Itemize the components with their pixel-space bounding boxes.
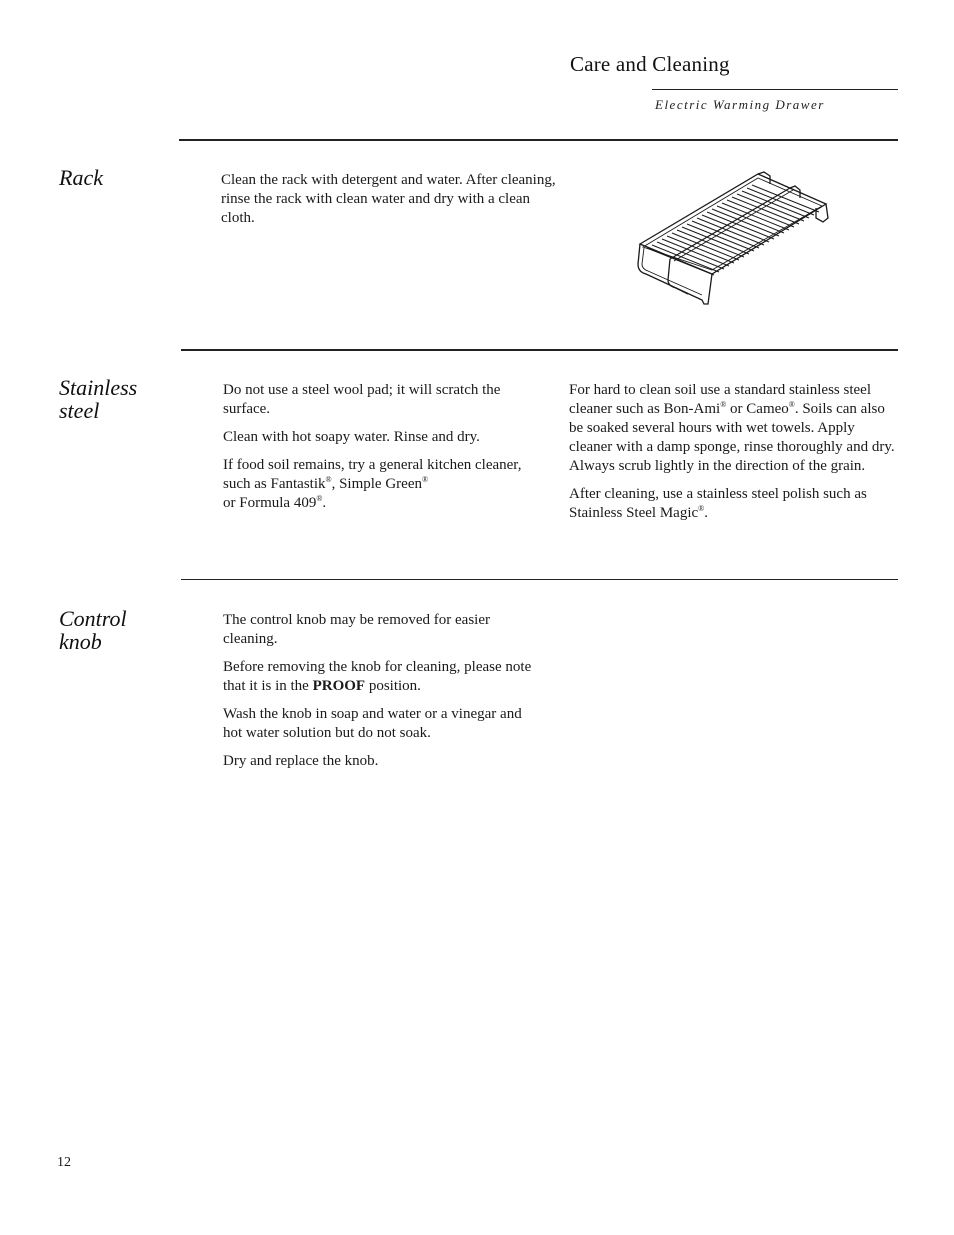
section-title-knob-line2: knob [59,629,102,654]
section-title-stainless-line2: steel [59,398,100,423]
knob-paragraph-1: The control knob may be removed for easier cleaning. [223,612,490,647]
stainless-paragraph-3: If food soil remains, try a general kitchen cleaner, such as Fantastik®, Simple Green® or Formula 409®. [223,457,522,511]
proof-label: PROOF [312,678,366,694]
section-title-knob [59,607,127,653]
knob-paragraph-3: Wash the knob in soap and water or a vinegar and hot water solution but do not soak. [223,706,522,741]
section-title-stainless-line1: Stainless [59,375,138,400]
section-divider-stainless [181,349,898,351]
section-title-rack: Rack [59,165,103,190]
page-title: Care and Cleaning [570,52,730,76]
stainless-right-column [569,381,899,532]
page-number: 12 [57,1155,71,1170]
rack-paragraph: Clean the rack with detergent and water. After cleaning, rinse the rack with clean water and dry with a clean cloth. [221,172,556,226]
stainless-paragraph-2: Clean with hot soapy water. Rinse and dry. [223,429,480,445]
section-divider-knob [181,579,898,580]
page-subtitle: Electric Warming Drawer [655,97,825,112]
header-divider [652,89,898,90]
section-divider-rack [179,139,898,141]
section-title-stainless [59,376,137,422]
stainless-left-column [223,381,543,522]
section-title-knob-line1: Control [59,606,127,631]
wire-rack-illustration [630,168,835,313]
knob-paragraph-2: Before removing the knob for cleaning, please note that it is in the PROOF position. [223,659,532,694]
stainless-paragraph-4: For hard to clean soil use a standard stainless steel cleaner such as Bon-Ami® or Cameo®. Soils can also be soaked several hours with wet towels. Apply cleaner with a damp sponge, rinse thoroughly and dry. Always scrub lightly in the direction of the grain. [569,382,895,474]
stainless-paragraph-1: Do not use a steel wool pad; it will scratch the surface. [223,382,501,417]
rack-text [221,171,556,237]
knob-column [223,611,543,780]
stainless-paragraph-5: After cleaning, use a stainless steel polish such as Stainless Steel Magic®. [569,486,867,521]
knob-paragraph-4: Dry and replace the knob. [223,753,379,769]
